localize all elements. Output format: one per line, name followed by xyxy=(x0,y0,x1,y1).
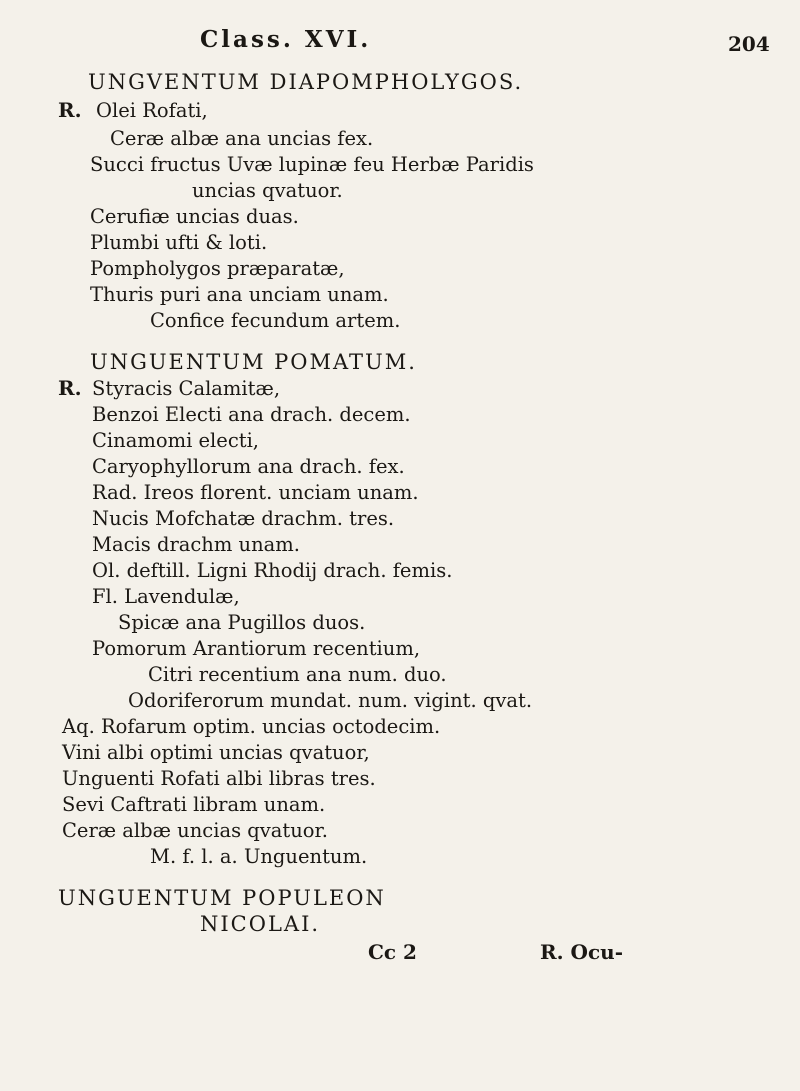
ingredient-line: Macis drachm unam. xyxy=(92,533,300,556)
page-number: 204 xyxy=(728,32,770,56)
ingredient-line: Ceræ albæ ana uncias fex. xyxy=(110,127,374,150)
ingredient-line: Citri recentium ana num. duo. xyxy=(148,663,447,686)
ingredient-line: Pompholygos præparatæ, xyxy=(90,257,345,280)
recipe-title-pomatum: UNGUENTUM POMATUM. xyxy=(90,350,417,374)
ingredient-line: uncias qvatuor. xyxy=(192,179,343,202)
ingredient-line: Plumbi ufti & loti. xyxy=(90,231,268,254)
ingredient-line: Caryophyllorum ana drach. fex. xyxy=(92,455,405,478)
ingredient-line: Cerufiæ uncias duas. xyxy=(90,205,299,228)
recipe-title-populeon: UNGUENTUM POPULEON xyxy=(58,886,386,910)
ingredient-line: Vini albi optimi uncias qvatuor, xyxy=(62,741,370,764)
ingredient-line: Rad. Ireos florent. unciam unam. xyxy=(92,481,419,504)
ingredient-line: Benzoi Electi ana drach. decem. xyxy=(92,403,411,426)
signature-mark: Cc 2 xyxy=(368,940,417,964)
ingredient-line: Aq. Rofarum optim. uncias octodecim. xyxy=(62,715,441,738)
recipe-title-populeon-line2: NICOLAI. xyxy=(200,912,321,936)
ingredient-line: M. f. l. a. Unguentum. xyxy=(150,845,368,868)
ingredient-line: Pomorum Arantiorum recentium, xyxy=(92,637,421,660)
ingredient-line: Ceræ albæ uncias qvatuor. xyxy=(62,819,328,842)
ingredient-line: Spicæ ana Pugillos duos. xyxy=(118,611,366,634)
ingredient-line: Styracis Calamitæ, xyxy=(92,377,281,400)
running-head: Class. XVI. xyxy=(200,26,372,53)
ingredient-line: Sevi Caftrati libram unam. xyxy=(62,793,326,816)
catchword: R. Ocu- xyxy=(540,940,623,964)
ingredient-line: Odoriferorum mundat. num. vigint. qvat. xyxy=(128,689,533,712)
ingredient-line: Confice fecundum artem. xyxy=(150,309,401,332)
ingredient-line: Unguenti Rofati albi libras tres. xyxy=(62,767,376,790)
ingredient-line: Olei Rofati, xyxy=(96,99,208,122)
recipe-symbol: R. xyxy=(58,376,82,400)
ingredient-line: Nucis Mofchatæ drachm. tres. xyxy=(92,507,395,530)
ingredient-line: Thuris puri ana unciam unam. xyxy=(90,283,389,306)
ingredient-line: Cinamomi electi, xyxy=(92,429,260,452)
ingredient-line: Fl. Lavendulæ, xyxy=(92,585,240,608)
recipe-title-diapompholygos: UNGVENTUM DIAPOMPHOLYGOS. xyxy=(88,70,524,94)
ingredient-line: Succi fructus Uvæ lupinæ feu Herbæ Paridis xyxy=(90,153,534,176)
recipe-symbol: R. xyxy=(58,98,82,122)
ingredient-line: Ol. deftill. Ligni Rhodij drach. femis. xyxy=(92,559,453,582)
